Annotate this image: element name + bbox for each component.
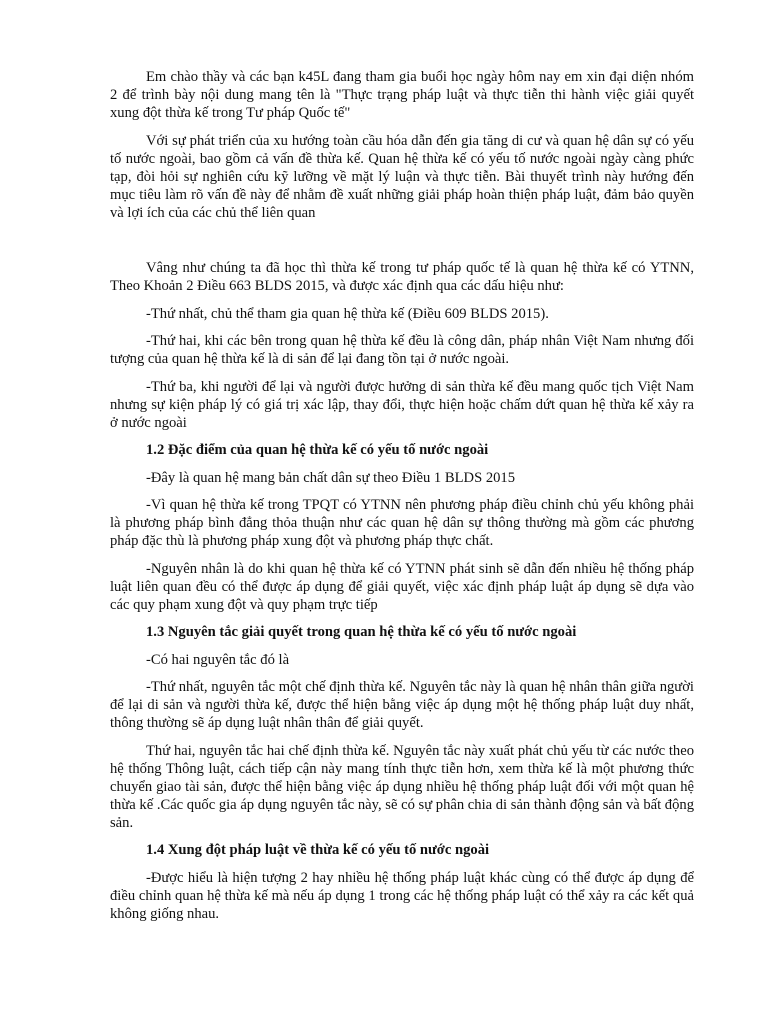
sign-three-paragraph: -Thứ ba, khi người để lại và người được hưởng di sản thừa kế đều mang quốc tịch Việt Nam nhưng sự kiện pháp lý có giá trị xác lập, thay đổi, thực hiện hoặc chấm dứt quan hệ thừa kế xảy ra ở nước ngoài xyxy=(110,378,694,431)
principles-intro-paragraph: -Có hai nguyên tắc đó là xyxy=(146,651,290,668)
definition-paragraph: Vâng như chúng ta đã học thì thừa kế trong tư pháp quốc tế là quan hệ thừa kế có YTNN, Theo Khoản 2 Điều 663 BLDS 2015, và được xác định qua các dấu hiệu như: xyxy=(110,260,694,294)
characteristic-three-paragraph: -Nguyên nhân là do khi quan hệ thừa kế có YTNN phát sinh sẽ dẫn đến nhiều hệ thống pháp luật liên quan đều có thể được áp dụng để giải quyết, việc xác định pháp luật áp dụng sẽ dựa vào các quy phạm xung đột và quy phạm trực tiếp xyxy=(110,560,694,613)
document-page xyxy=(110,68,694,932)
characteristic-two-paragraph: -Vì quan hệ thừa kế trong TPQT có YTNN nên phương pháp điều chỉnh chủ yếu không phải là phương pháp bình đẳng thỏa thuận như các quan hệ dân sự thông thường mà gồm các phương pháp đặc thù là phương pháp xung đột và phương pháp thực chất. xyxy=(110,497,694,549)
section-heading-1-2: 1.2 Đặc điểm của quan hệ thừa kế có yếu tố nước ngoài xyxy=(146,442,489,458)
conflict-definition-paragraph: -Được hiểu là hiện tượng 2 hay nhiều hệ thống pháp luật khác cùng có thể được áp dụng để điều chỉnh quan hệ thừa kế mà nếu áp dụng 1 trong các hệ thống pháp luật có thể xảy ra các kết quả không giống nhau. xyxy=(110,869,694,922)
section-heading-1-3: 1.3 Nguyên tắc giải quyết trong quan hệ thừa kế có yếu tố nước ngoài xyxy=(146,624,577,640)
context-paragraph: Với sự phát triển của xu hướng toàn cầu hóa dẫn đến gia tăng di cư và quan hệ dân sự có yếu tố nước ngoài, bao gồm cả vấn đề thừa kế. Quan hệ thừa kế có yếu tố nước ngoài ngày càng phức tạp, đòi hỏi sự nghiên cứu kỹ lưỡng về mặt lý luận và thực tiễn. Bài thuyết trình này hướng đến mục tiêu làm rõ vấn đề này để nhằm đề xuất những giải pháp hoàn thiện pháp luật, đảm bảo quyền và lợi ích của các chủ thể liên quan xyxy=(110,132,694,221)
paragraph-gap xyxy=(110,231,694,259)
characteristic-one-paragraph: -Đây là quan hệ mang bản chất dân sự theo Điều 1 BLDS 2015 xyxy=(146,469,516,486)
section-heading-1-4: 1.4 Xung đột pháp luật về thừa kế có yếu tố nước ngoài xyxy=(146,842,490,858)
principle-one-paragraph: -Thứ nhất, nguyên tắc một chế định thừa kế. Nguyên tắc này là quan hệ nhân thân giữa người để lại di sản và người thừa kế, được thể hiện bằng việc áp dụng một hệ thống pháp luật duy nhất, thông thường sẽ áp dụng luật nhân thân để giải quyết. xyxy=(110,679,694,731)
principle-two-paragraph: Thứ hai, nguyên tắc hai chế định thừa kế. Nguyên tắc này xuất phát chủ yếu từ các nước theo hệ thống Thông luật, cách tiếp cận này mang tính thực tiễn hơn, xem thừa kế là một phương thức chuyển giao tài sản, được thể hiện bằng việc áp dụng nhiều hệ thống pháp luật đối với một quan hệ thừa kế .Các quốc gia áp dụng nguyên tắc này, sẽ có sự phân chia di sản thành động sản và bất động sản. xyxy=(110,742,694,831)
sign-two-paragraph: -Thứ hai, khi các bên trong quan hệ thừa kế đều là công dân, pháp nhân Việt Nam nhưng đối tượng của quan hệ thừa kế là di sản để lại đang tồn tại ở nước ngoài. xyxy=(110,333,694,367)
sign-one-paragraph: -Thứ nhất, chủ thể tham gia quan hệ thừa kế (Điều 609 BLDS 2015). xyxy=(146,305,549,322)
intro-paragraph: Em chào thầy và các bạn k45L đang tham gia buổi học ngày hôm nay em xin đại diện nhóm 2 để trình bày nội dung mang tên là "Thực trạng pháp luật và thực tiễn thi hành việc giải quyết xung đột thừa kế trong Tư pháp Quốc tế" xyxy=(110,69,694,121)
